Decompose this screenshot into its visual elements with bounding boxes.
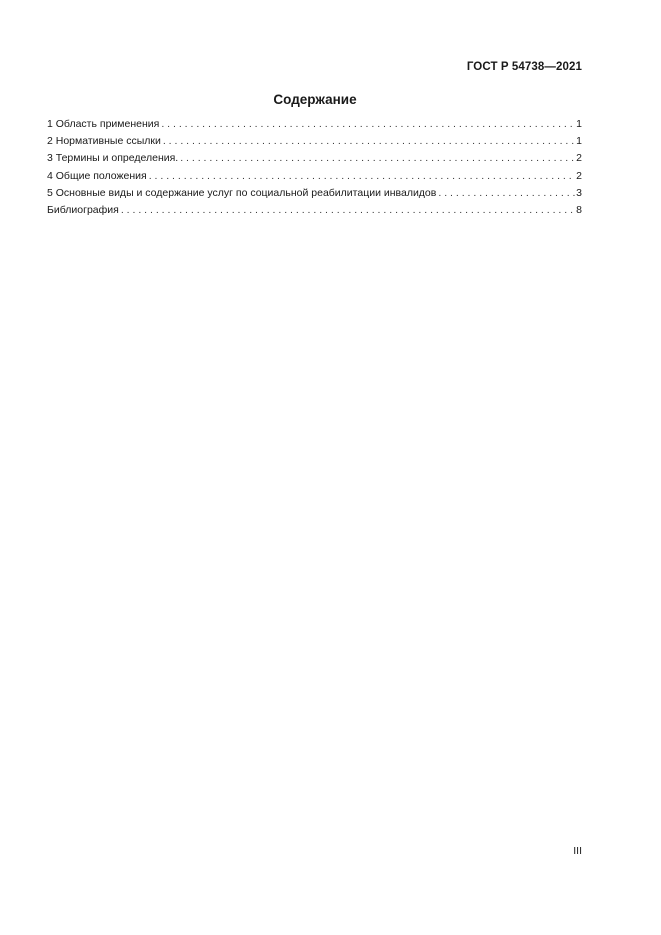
toc-leader-dots: [180, 150, 575, 167]
toc-leader-dots: [121, 202, 575, 219]
toc-leader-dots: [161, 116, 575, 133]
toc-entry-page: 1: [576, 135, 582, 148]
toc-entry-page: 8: [576, 203, 582, 216]
toc-entry-normative-references[interactable]: [47, 133, 582, 150]
toc-entry-label: 3 Термины и определения.: [47, 152, 179, 165]
toc-entry-page: 2: [576, 169, 582, 182]
toc-leader-dots: [438, 185, 575, 202]
toc-entry-label: Библиография: [47, 203, 119, 216]
page-number: III: [573, 845, 582, 857]
toc-entry-services[interactable]: [47, 185, 582, 202]
toc-leader-dots: [149, 168, 575, 185]
toc-entry-page: 1: [576, 118, 582, 130]
table-of-contents: [47, 116, 582, 219]
toc-entry-page: 2: [576, 152, 582, 165]
toc-entry-general[interactable]: [47, 168, 582, 185]
toc-entry-label: 1 Область применения: [47, 118, 160, 130]
toc-title: Содержание: [273, 92, 357, 107]
toc-entry-page: 3: [576, 186, 582, 199]
toc-entry-terms[interactable]: [47, 150, 582, 167]
toc-entry-label: 2 Нормативные ссылки: [47, 135, 161, 148]
toc-entry-label: 5 Основные виды и содержание услуг по социальной реабилитации инвалидов: [47, 186, 437, 199]
toc-entry-bibliography[interactable]: [47, 202, 582, 219]
toc-entry-scope[interactable]: [47, 116, 582, 133]
toc-entry-label: 4 Общие положения: [47, 169, 147, 182]
toc-leader-dots: [163, 133, 575, 150]
document-code: ГОСТ Р 54738—2021: [466, 61, 582, 73]
